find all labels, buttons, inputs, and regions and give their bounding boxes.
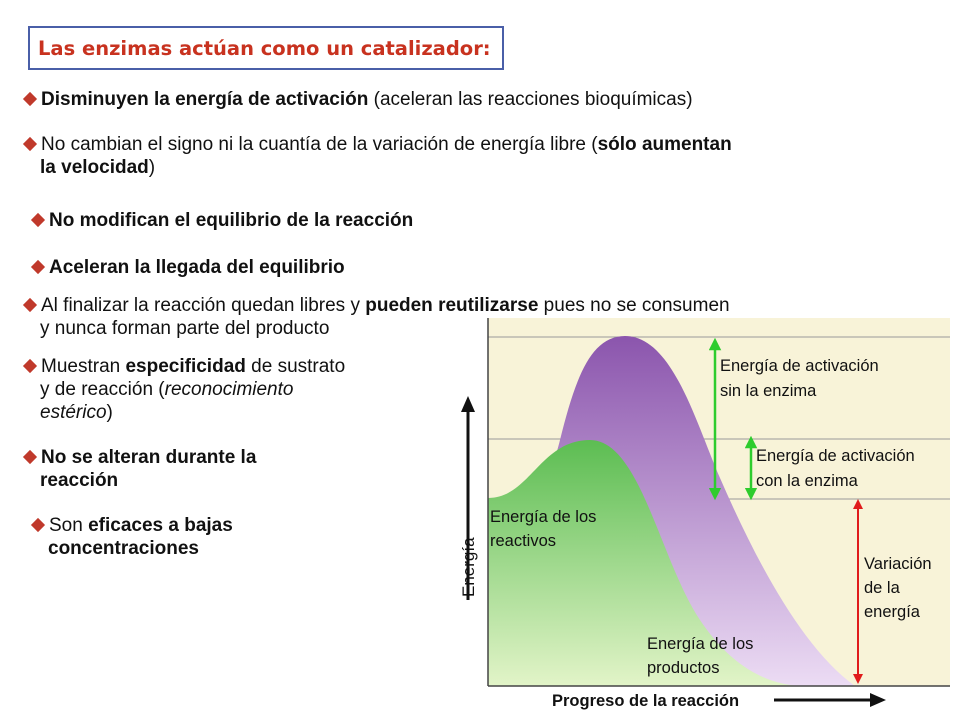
bullet-text: Al finalizar la reacción quedan libres y — [41, 295, 366, 316]
bullet-text: y nunca forman parte del producto — [40, 318, 330, 339]
x-axis-label: Progreso de la reacción — [552, 692, 740, 710]
bullet-not-altered — [22, 446, 256, 492]
label-variation-line1: Variación — [864, 555, 932, 573]
label-reactants-line1: Energía de los — [490, 508, 597, 526]
bullet-equilibrium — [30, 209, 413, 232]
diamond-bullet-icon — [23, 450, 37, 464]
label-ea-without-line1: Energía de activación — [720, 357, 879, 375]
bullet-bold-text: Aceleran la llegada del equilibrio — [49, 257, 345, 278]
label-variation-line2: de la — [864, 579, 900, 597]
bullet-low-concentrations — [30, 514, 233, 560]
label-products-line2: productos — [647, 659, 720, 677]
bullet-text: ) — [106, 402, 113, 423]
bullet-bold-text: concentraciones — [48, 538, 199, 559]
label-reactants-line2: reactivos — [490, 532, 557, 550]
diamond-bullet-icon — [31, 260, 45, 274]
bullet-bold-text: la velocidad — [40, 157, 149, 178]
bullet-bold-text: especificidad — [125, 356, 246, 377]
diamond-bullet-icon — [23, 298, 37, 312]
page-title: Las enzimas actúan como un catalizador: — [38, 36, 491, 60]
energy-diagram — [440, 316, 954, 714]
bullet-bold-text: No modifican el equilibrio de la reacción — [49, 210, 414, 231]
label-ea-with-line2: con la enzima — [756, 472, 858, 490]
diamond-bullet-icon — [23, 137, 37, 151]
bullet-italic-text: estérico — [40, 402, 107, 423]
label-products-line1: Energía de los — [647, 635, 754, 653]
bullet-text: Muestran — [41, 356, 126, 377]
bullet-bold-text: eficaces a bajas — [88, 515, 233, 536]
diamond-bullet-icon — [31, 213, 45, 227]
bullet-text: (aceleran las reacciones bioquímicas) — [368, 89, 693, 110]
bullet-bold-text: Disminuyen la energía de activación — [41, 89, 369, 110]
title-box — [28, 26, 504, 70]
bullet-bold-text: No se alteran durante la — [41, 447, 257, 468]
bullet-specificity — [22, 355, 345, 424]
bullet-text: Son — [49, 515, 89, 536]
label-variation-line3: energía — [864, 603, 920, 621]
bullet-bold-text: pueden reutilizarse — [365, 295, 539, 316]
bullet-bold-text: sólo aumentan — [597, 134, 732, 155]
diamond-bullet-icon — [23, 92, 37, 106]
bullet-lower-activation-energy — [22, 88, 693, 111]
bullet-reach-equilibrium — [30, 256, 345, 279]
x-axis-arrowhead-icon — [870, 693, 886, 707]
bullet-free-energy — [22, 133, 732, 179]
bullet-text: No cambian el signo ni la cuantía de la variación de energía libre ( — [41, 134, 598, 155]
y-axis-label: Energía — [459, 537, 478, 597]
bullet-text: y de reacción ( — [40, 379, 165, 400]
bullet-italic-text: reconocimiento — [164, 379, 294, 400]
bullet-text: de sustrato — [245, 356, 346, 377]
label-ea-with-line1: Energía de activación — [756, 447, 915, 465]
diamond-bullet-icon — [23, 359, 37, 373]
diamond-bullet-icon — [31, 518, 45, 532]
bullet-bold-text: reacción — [40, 470, 119, 491]
label-ea-without-line2: sin la enzima — [720, 382, 817, 400]
bullet-text: pues no se consumen — [538, 295, 730, 316]
bullet-text: ) — [148, 157, 156, 178]
y-axis-arrowhead-icon — [461, 396, 475, 412]
